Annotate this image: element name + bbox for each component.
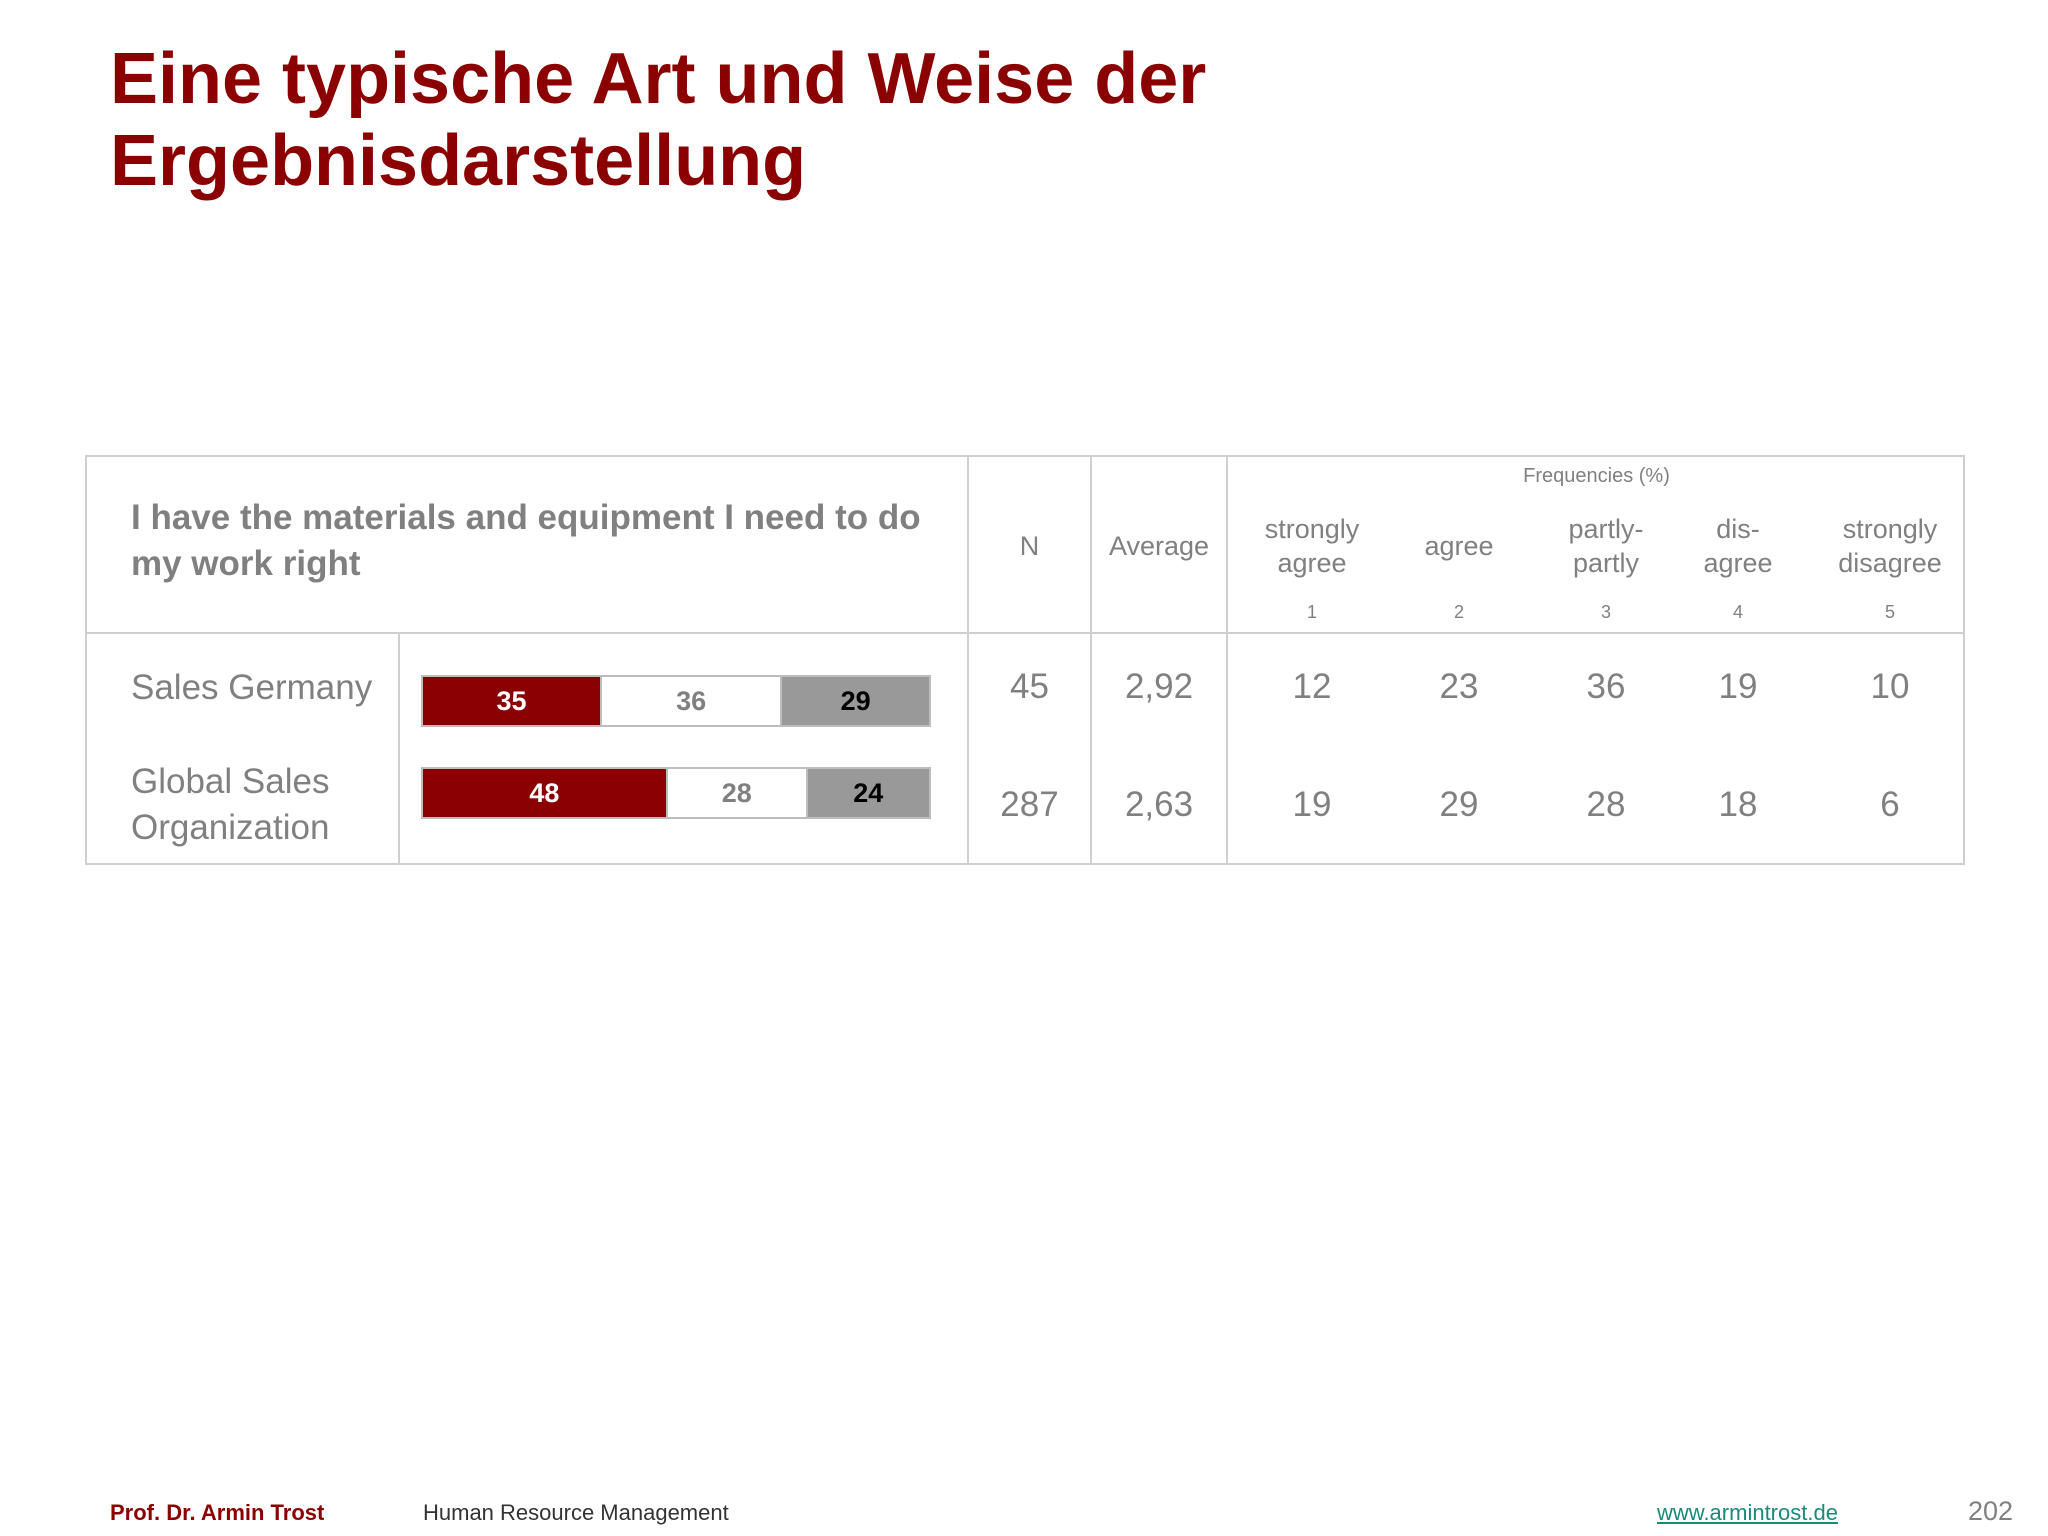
- scale-num-5: 5: [1884, 602, 1895, 622]
- scale-num-2: 2: [1453, 602, 1464, 622]
- freq-value: 29: [1439, 785, 1479, 824]
- scale-num-1: 1: [1306, 602, 1317, 622]
- bar-segment-agree: 35: [423, 677, 600, 725]
- freq-value: 12: [1292, 667, 1332, 706]
- scale-label-5: strongly disagree: [1838, 514, 1942, 578]
- bar-segment-neutral: 36: [600, 677, 782, 725]
- col-header-average: Average: [1108, 531, 1210, 561]
- frequencies-title: Frequencies (%): [1523, 465, 1670, 487]
- bar-segment-disagree: 29: [782, 677, 929, 725]
- freq-value: 28: [1586, 785, 1626, 824]
- slide-title: [110, 38, 1610, 202]
- freq-value: 36: [1586, 667, 1626, 706]
- col-divider-freq: [1226, 457, 1228, 863]
- title-line-2: Ergebnisdarstellung: [110, 121, 807, 201]
- freq-value: 6: [1880, 785, 1900, 824]
- row-label-sales-germany: Sales Germany: [131, 668, 373, 707]
- scale-label-4: dis-agree: [1703, 514, 1773, 578]
- scale-num-3: 3: [1600, 602, 1611, 622]
- scale-label-3: partly-partly: [1568, 514, 1644, 578]
- title-line-1: Eine typische Art und Weise der: [110, 39, 1207, 119]
- footer-author: Prof. Dr. Armin Trost: [110, 1500, 325, 1525]
- footer-website-link[interactable]: www.armintrost.de: [1657, 1500, 1838, 1525]
- distribution-bar-sales-germany: [421, 675, 931, 727]
- scale-num-4: 4: [1732, 602, 1743, 622]
- page-number: 202: [1968, 1496, 2014, 1526]
- n-value: 287: [1000, 785, 1059, 824]
- freq-value: 18: [1718, 785, 1758, 824]
- average-value: 2,92: [1124, 667, 1194, 706]
- freq-value: 19: [1718, 667, 1758, 706]
- bar-segment-neutral: 28: [666, 769, 808, 817]
- freq-value: 10: [1870, 667, 1910, 706]
- n-value: 45: [1010, 667, 1049, 706]
- results-table: [85, 455, 1965, 865]
- bar-segment-disagree: 24: [808, 769, 929, 817]
- average-value: 2,63: [1124, 785, 1194, 824]
- freq-value: 23: [1439, 667, 1479, 706]
- col-header-n: N: [1019, 531, 1040, 561]
- distribution-bar-global-sales: [421, 767, 931, 819]
- row-label-global-sales: Global Sales Organization: [131, 762, 330, 847]
- header-divider: [87, 632, 1963, 634]
- col-divider-bars: [398, 632, 400, 863]
- scale-label-1: strongly agree: [1264, 514, 1360, 578]
- survey-question: I have the materials and equipment I need to do my work right: [131, 498, 921, 583]
- freq-value: 19: [1292, 785, 1332, 824]
- scale-label-2: agree: [1424, 531, 1494, 561]
- bar-segment-agree: 48: [423, 769, 666, 817]
- footer-course: Human Resource Management: [423, 1500, 729, 1525]
